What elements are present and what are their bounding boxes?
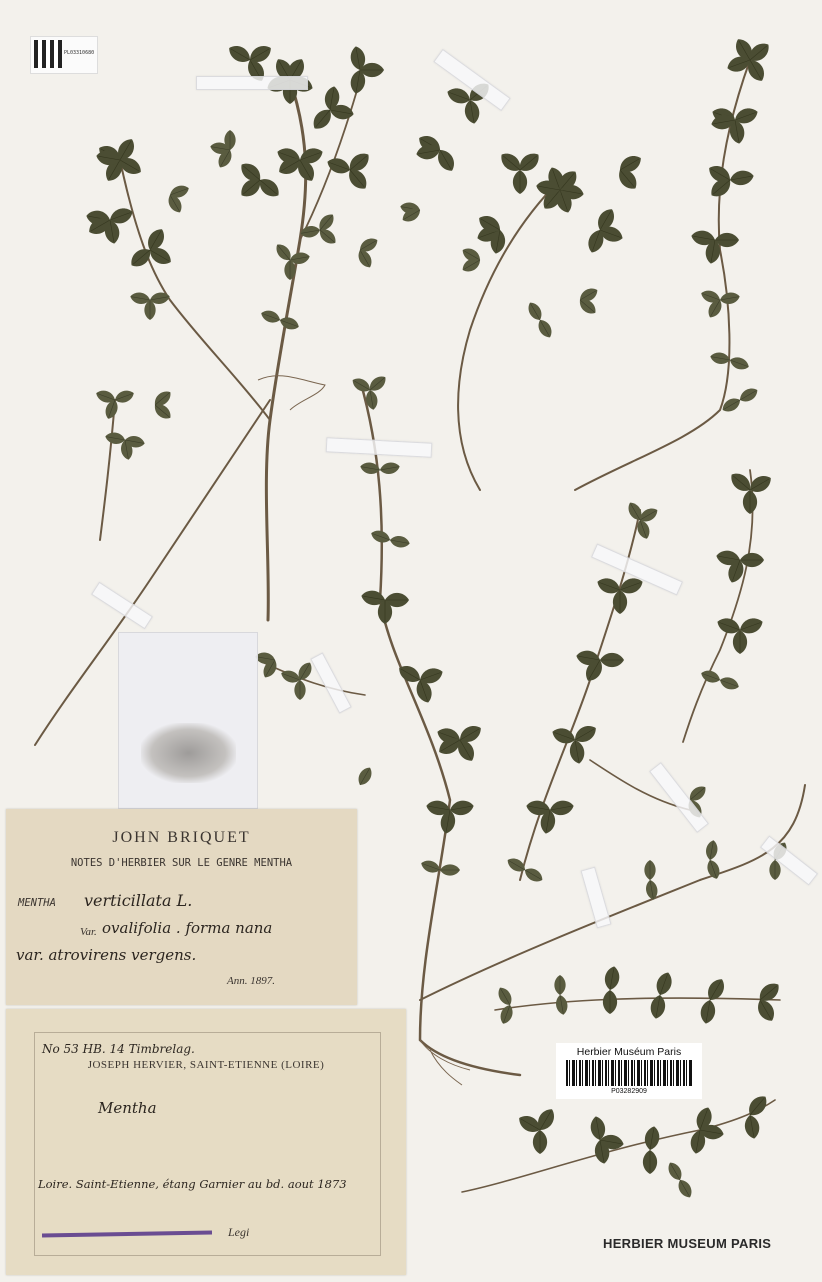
legi-text: Legi bbox=[228, 1225, 250, 1239]
barcode-icon bbox=[566, 1060, 692, 1086]
briquet-label bbox=[6, 809, 357, 1005]
museum-barcode bbox=[556, 1043, 702, 1099]
handwritten-variety-2: var. atrovirens vergens. bbox=[16, 946, 197, 964]
packet-contents bbox=[141, 723, 236, 783]
hervier-label bbox=[6, 1009, 406, 1275]
handwritten-species: verticillata L. bbox=[84, 891, 193, 910]
top-barcode-number: PL03310680 bbox=[64, 50, 95, 56]
handwritten-variety: ovalifolia . forma nana bbox=[102, 919, 273, 937]
label-year: Ann. 1897. bbox=[227, 975, 275, 987]
barcode-title: Herbier Muséum Paris bbox=[576, 1046, 682, 1058]
barcode-number: P03282909 bbox=[611, 1088, 647, 1095]
collector-line: JOSEPH HERVIER, SAINT-ETIENNE (LOIRE) bbox=[87, 1059, 325, 1071]
label-genus: MENTHA bbox=[18, 897, 56, 909]
footer-institution: HERBIER MUSEUM PARIS bbox=[603, 1236, 772, 1251]
specimen-barcode-sticker bbox=[30, 36, 98, 74]
label-subtitle: NOTES D'HERBIER SUR LE GENRE MENTHA bbox=[70, 857, 293, 869]
seed-packet bbox=[118, 632, 258, 809]
handwritten-number: No 53 HB. 14 Timbrelag. bbox=[42, 1042, 195, 1056]
handwritten-genus: Mentha bbox=[98, 1099, 157, 1117]
handwritten-locality: Loire. Saint-Etienne, étang Garnier au bd. aout 1873 bbox=[38, 1177, 347, 1191]
label-title: JOHN BRIQUET bbox=[112, 829, 251, 846]
tape-strip bbox=[196, 76, 308, 90]
label-var-prefix: Var. bbox=[80, 926, 97, 938]
qr-code-icon bbox=[34, 40, 62, 68]
